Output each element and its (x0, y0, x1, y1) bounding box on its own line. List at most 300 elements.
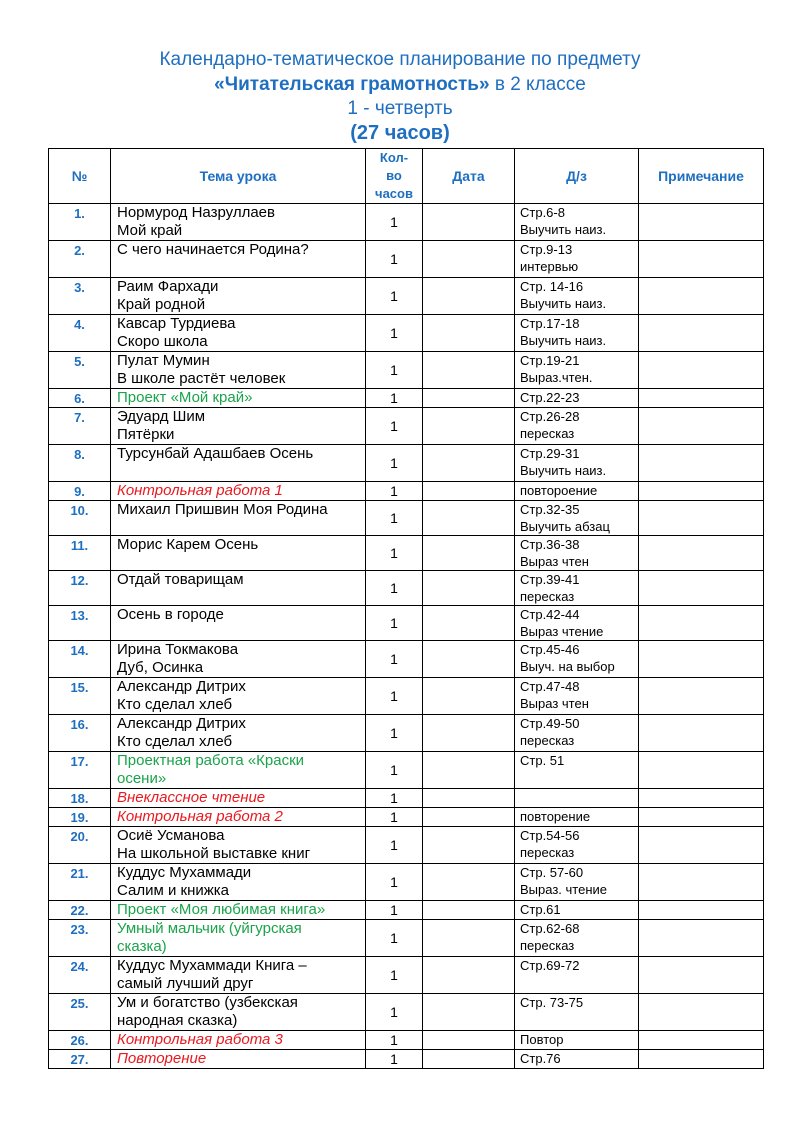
lesson-hours-text: 1 (390, 967, 398, 983)
lesson-homework (515, 536, 639, 571)
lesson-number-text: 9. (74, 484, 85, 499)
lesson-hours-text: 1 (390, 651, 398, 667)
lesson-date (423, 352, 515, 389)
table-row (49, 994, 764, 1031)
plan-table (48, 148, 764, 1069)
lesson-topic (111, 752, 366, 789)
lesson-number-text: 3. (74, 280, 85, 295)
table-row (49, 501, 764, 536)
lesson-topic (111, 1031, 366, 1050)
table-row (49, 241, 764, 278)
lesson-hours-text: 1 (390, 455, 398, 471)
lesson-topic (111, 536, 366, 571)
header-note: Примечание (639, 149, 764, 204)
lesson-number-text: 25. (70, 996, 89, 1011)
lesson-hours (366, 1031, 423, 1050)
topic-line-2: осени» (117, 770, 167, 787)
header-row (49, 149, 764, 204)
header-topic: Тема урока (111, 149, 366, 204)
lesson-date (423, 1050, 515, 1069)
lesson-date (423, 994, 515, 1031)
lesson-hours-text: 1 (390, 725, 398, 741)
lesson-homework (515, 315, 639, 352)
topic-line-1: Александр Дитрих (117, 715, 246, 732)
topic-line-1: Нормурод Назруллаев (117, 204, 275, 221)
topic-line-2: Кто сделал хлеб (117, 733, 233, 750)
lesson-number-text: 18. (70, 791, 89, 806)
lesson-note (639, 752, 764, 789)
lesson-number (49, 482, 111, 501)
lesson-hours-text: 1 (390, 790, 398, 806)
lesson-hours (366, 827, 423, 864)
lesson-homework (515, 920, 639, 957)
lesson-homework (515, 789, 639, 808)
lesson-homework (515, 482, 639, 501)
lesson-hours (366, 641, 423, 678)
lesson-topic (111, 864, 366, 901)
table-row (49, 445, 764, 482)
topic-line-2: Салим и книжка (117, 882, 229, 899)
lesson-homework (515, 606, 639, 641)
lesson-note (639, 641, 764, 678)
lesson-hours-text: 1 (390, 288, 398, 304)
lesson-number (49, 501, 111, 536)
subject-name: «Читательская грамотность» (214, 74, 490, 95)
lesson-homework (515, 389, 639, 408)
header-homework: Д/з (515, 149, 639, 204)
homework-line-1: Стр.9-13 (520, 242, 573, 257)
lesson-number-text: 22. (70, 903, 89, 918)
lesson-hours (366, 352, 423, 389)
homework-line-1: Стр.62-68 (520, 921, 580, 936)
lesson-note (639, 501, 764, 536)
lesson-topic (111, 901, 366, 920)
lesson-hours-text: 1 (390, 762, 398, 778)
homework-line-1: Стр.54-56 (520, 828, 580, 843)
lesson-topic (111, 957, 366, 994)
topic-line-2: На школьной выставке книг (117, 845, 311, 862)
homework-line-1: Стр. 57-60 (520, 865, 584, 880)
lesson-topic (111, 408, 366, 445)
lesson-homework (515, 808, 639, 827)
topic-line-1: Проектная работа «Краски (117, 752, 305, 769)
homework-line-1: Стр.19-21 (520, 353, 580, 368)
quarter-label: 1 - четверть (347, 98, 453, 119)
topic-line-1: С чего начинается Родина? (117, 241, 309, 258)
lesson-note (639, 389, 764, 408)
homework-line-1: Стр. 73-75 (520, 995, 584, 1010)
lesson-note (639, 920, 764, 957)
homework-line-1: Стр.42-44 (520, 607, 580, 622)
homework-line-1: Стр.36-38 (520, 537, 580, 552)
table-row (49, 789, 764, 808)
topic-line-2: сказка) (117, 938, 167, 955)
lesson-hours-text: 1 (390, 483, 398, 499)
lesson-number-text: 10. (70, 503, 89, 518)
lesson-number-text: 2. (74, 243, 85, 258)
topic-line-1: Осень в городе (117, 606, 224, 623)
topic-line-1: Ум и богатство (узбекская (117, 994, 298, 1011)
lesson-hours (366, 278, 423, 315)
topic-line-2: Скоро школа (117, 333, 208, 350)
lesson-homework (515, 1050, 639, 1069)
lesson-homework (515, 901, 639, 920)
lesson-homework (515, 241, 639, 278)
topic-line-1: Отдай товарищам (117, 571, 244, 588)
lesson-note (639, 482, 764, 501)
lesson-note (639, 808, 764, 827)
topic-line-1: Куддус Мухаммади (117, 864, 252, 881)
table-row (49, 678, 764, 715)
lesson-hours (366, 389, 423, 408)
lesson-date (423, 827, 515, 864)
topic-line-1: Раим Фархади (117, 278, 219, 295)
lesson-note (639, 445, 764, 482)
lesson-homework (515, 501, 639, 536)
lesson-number (49, 389, 111, 408)
lesson-number (49, 994, 111, 1031)
homework-line-2: Выраз чтен (520, 696, 589, 711)
lesson-number (49, 789, 111, 808)
lesson-topic (111, 715, 366, 752)
lesson-homework (515, 994, 639, 1031)
table-row (49, 536, 764, 571)
topic-line-1: Куддус Мухаммади Книга – (117, 957, 307, 974)
lesson-date (423, 204, 515, 241)
homework-line-2: Выраз. чтение (520, 882, 607, 897)
homework-line-2: пересказ (520, 589, 575, 604)
lesson-hours-text: 1 (390, 418, 398, 434)
lesson-date (423, 808, 515, 827)
header-date: Дата (423, 149, 515, 204)
hours-total: (27 часов) (350, 122, 450, 144)
topic-line-1: Проект «Моя любимая книга» (117, 901, 326, 918)
lesson-homework (515, 571, 639, 606)
homework-line-1: Стр.49-50 (520, 716, 580, 731)
lesson-note (639, 715, 764, 752)
lesson-topic (111, 827, 366, 864)
homework-line-2: пересказ (520, 426, 575, 441)
lesson-topic (111, 571, 366, 606)
lesson-note (639, 204, 764, 241)
lesson-number-text: 8. (74, 447, 85, 462)
table-row (49, 389, 764, 408)
topic-line-1: Морис Карем Осень (117, 536, 259, 553)
lesson-hours-text: 1 (390, 874, 398, 890)
lesson-hours (366, 678, 423, 715)
lesson-note (639, 957, 764, 994)
table-row (49, 752, 764, 789)
lesson-hours (366, 536, 423, 571)
homework-line-1: повторение (520, 809, 591, 824)
lesson-date (423, 606, 515, 641)
lesson-topic (111, 606, 366, 641)
lesson-number-text: 23. (70, 922, 89, 937)
lesson-note (639, 901, 764, 920)
lesson-hours (366, 204, 423, 241)
lesson-note (639, 241, 764, 278)
lesson-note (639, 606, 764, 641)
topic-line-2: Мой край (117, 222, 183, 239)
table-row (49, 901, 764, 920)
lesson-topic (111, 641, 366, 678)
lesson-number (49, 408, 111, 445)
lesson-hours (366, 864, 423, 901)
lesson-hours-text: 1 (390, 902, 398, 918)
homework-line-1: Стр.29-31 (520, 446, 580, 461)
lesson-date (423, 315, 515, 352)
lesson-date (423, 678, 515, 715)
lesson-note (639, 536, 764, 571)
lesson-number-text: 13. (70, 608, 89, 623)
lesson-hours-text: 1 (390, 545, 398, 561)
lesson-date (423, 864, 515, 901)
lesson-number (49, 752, 111, 789)
lesson-number (49, 204, 111, 241)
lesson-note (639, 571, 764, 606)
lesson-topic (111, 501, 366, 536)
topic-line-1: Внеклассное чтение (117, 789, 266, 806)
topic-line-1: Умный мальчик (уйгурская (117, 920, 302, 937)
lesson-homework (515, 678, 639, 715)
header-hours-l1: Кол- (379, 150, 409, 165)
homework-line-2: Выуч. на выбор (520, 659, 615, 674)
lesson-date (423, 789, 515, 808)
topic-line-1: Контрольная работа 3 (117, 1031, 283, 1048)
lesson-topic (111, 808, 366, 827)
lesson-number (49, 715, 111, 752)
lesson-hours (366, 1050, 423, 1069)
lesson-date (423, 482, 515, 501)
homework-line-2: пересказ (520, 845, 575, 860)
table-row (49, 606, 764, 641)
lesson-hours-text: 1 (390, 837, 398, 853)
topic-line-2: В школе растёт человек (117, 370, 286, 387)
lesson-hours-text: 1 (390, 1051, 398, 1067)
title-line-2 (0, 74, 800, 96)
table-row (49, 957, 764, 994)
lesson-hours (366, 808, 423, 827)
lesson-homework (515, 641, 639, 678)
lesson-homework (515, 352, 639, 389)
topic-line-1: Повторение (117, 1050, 207, 1067)
table-row (49, 1031, 764, 1050)
topic-line-1: Турсунбай Адашбаев Осень (117, 445, 314, 462)
lesson-homework (515, 715, 639, 752)
header-hours-l2: во (386, 168, 402, 183)
lesson-topic (111, 920, 366, 957)
lesson-date (423, 408, 515, 445)
lesson-number (49, 278, 111, 315)
header-num: № (49, 149, 111, 204)
homework-line-2: Выраз.чтен. (520, 370, 593, 385)
lesson-number-text: 27. (70, 1052, 89, 1067)
lesson-topic (111, 315, 366, 352)
topic-line-1: Ирина Токмакова (117, 641, 239, 658)
table-row (49, 204, 764, 241)
lesson-hours-text: 1 (390, 510, 398, 526)
lesson-date (423, 957, 515, 994)
table-row (49, 482, 764, 501)
topic-line-2: Дуб, Осинка (117, 659, 204, 676)
lesson-number-text: 1. (74, 206, 85, 221)
homework-line-1: Стр.69-72 (520, 958, 580, 973)
topic-line-2: народная сказка) (117, 1012, 238, 1029)
lesson-number (49, 606, 111, 641)
lesson-hours (366, 501, 423, 536)
lesson-number (49, 315, 111, 352)
lesson-number-text: 6. (74, 391, 85, 406)
lesson-number-text: 14. (70, 643, 89, 658)
table-row (49, 808, 764, 827)
table-row (49, 1050, 764, 1069)
lesson-hours-text: 1 (390, 930, 398, 946)
table-row (49, 278, 764, 315)
lesson-number (49, 827, 111, 864)
topic-line-1: Осиё Усманова (117, 827, 225, 844)
topic-line-2: самый лучший друг (117, 975, 254, 992)
table-row (49, 352, 764, 389)
topic-line-1: Эдуард Шим (117, 408, 206, 425)
lesson-hours (366, 994, 423, 1031)
homework-line-1: Стр.45-46 (520, 642, 580, 657)
lesson-hours (366, 482, 423, 501)
lesson-homework (515, 752, 639, 789)
lesson-date (423, 241, 515, 278)
lesson-note (639, 864, 764, 901)
lesson-topic (111, 994, 366, 1031)
header-hours-l3: часов (375, 186, 413, 201)
lesson-hours-text: 1 (390, 809, 398, 825)
lesson-homework (515, 278, 639, 315)
table-row (49, 920, 764, 957)
lesson-date (423, 571, 515, 606)
homework-line-2: Выучить наиз. (520, 463, 607, 478)
lesson-hours-text: 1 (390, 362, 398, 378)
lesson-homework (515, 1031, 639, 1050)
table-row (49, 571, 764, 606)
homework-line-1: повтороение (520, 483, 598, 498)
lesson-homework (515, 864, 639, 901)
lesson-homework (515, 957, 639, 994)
lesson-number-text: 17. (70, 754, 89, 769)
lesson-hours-text: 1 (390, 1004, 398, 1020)
lesson-hours-text: 1 (390, 1032, 398, 1048)
lesson-number (49, 1031, 111, 1050)
lesson-number (49, 352, 111, 389)
lesson-number-text: 26. (70, 1033, 89, 1048)
header-hours (366, 149, 423, 204)
lesson-number-text: 16. (70, 717, 89, 732)
topic-line-1: Пулат Мумин (117, 352, 210, 369)
lesson-hours (366, 789, 423, 808)
lesson-number (49, 864, 111, 901)
topic-line-1: Михаил Пришвин Моя Родина (117, 501, 328, 518)
homework-line-1: Стр. 14-16 (520, 279, 584, 294)
lesson-topic (111, 204, 366, 241)
homework-line-2: Выраз чтен (520, 554, 589, 569)
table-row (49, 315, 764, 352)
lesson-number (49, 536, 111, 571)
lesson-hours (366, 445, 423, 482)
lesson-topic (111, 482, 366, 501)
lesson-number-text: 7. (74, 410, 85, 425)
lesson-hours (366, 408, 423, 445)
lesson-date (423, 536, 515, 571)
homework-line-2: пересказ (520, 938, 575, 953)
homework-line-2: Выучить наиз. (520, 222, 607, 237)
lesson-number (49, 445, 111, 482)
topic-line-2: Край родной (117, 296, 206, 313)
homework-line-2: Выучить наиз. (520, 333, 607, 348)
lesson-hours (366, 901, 423, 920)
table-row (49, 864, 764, 901)
homework-line-1: Стр.26-28 (520, 409, 580, 424)
topic-line-1: Проект «Мой край» (117, 389, 253, 406)
lesson-homework (515, 445, 639, 482)
lesson-topic (111, 1050, 366, 1069)
homework-line-1: Стр.47-48 (520, 679, 580, 694)
table-row (49, 408, 764, 445)
lesson-homework (515, 827, 639, 864)
lesson-homework (515, 204, 639, 241)
lesson-number-text: 15. (70, 680, 89, 695)
topic-line-2: Кто сделал хлеб (117, 696, 233, 713)
lesson-date (423, 901, 515, 920)
lesson-hours-text: 1 (390, 615, 398, 631)
lesson-date (423, 278, 515, 315)
homework-line-2: Выраз чтение (520, 624, 604, 639)
lesson-number (49, 678, 111, 715)
table-row (49, 715, 764, 752)
lesson-number-text: 21. (70, 866, 89, 881)
lesson-number (49, 571, 111, 606)
lesson-number (49, 957, 111, 994)
lesson-hours (366, 752, 423, 789)
lesson-note (639, 1031, 764, 1050)
title-line-1: Календарно-тематическое планирование по предмету (159, 49, 641, 70)
lesson-hours (366, 715, 423, 752)
lesson-hours-text: 1 (390, 580, 398, 596)
lesson-number (49, 641, 111, 678)
lesson-hours (366, 241, 423, 278)
homework-line-1: Стр.32-35 (520, 502, 580, 517)
lesson-note (639, 994, 764, 1031)
topic-line-1: Контрольная работа 1 (117, 482, 283, 499)
lesson-number (49, 901, 111, 920)
lesson-date (423, 389, 515, 408)
homework-line-1: Стр.22-23 (520, 390, 580, 405)
lesson-number-text: 4. (74, 317, 85, 332)
homework-line-1: Повтор (520, 1032, 564, 1047)
homework-line-2: пересказ (520, 733, 575, 748)
lesson-note (639, 827, 764, 864)
homework-line-1: Стр.17-18 (520, 316, 580, 331)
lesson-topic (111, 445, 366, 482)
lesson-note (639, 278, 764, 315)
lesson-date (423, 920, 515, 957)
homework-line-1: Стр.6-8 (520, 205, 565, 220)
lesson-date (423, 445, 515, 482)
topic-line-1: Александр Дитрих (117, 678, 246, 695)
lesson-number-text: 20. (70, 829, 89, 844)
lesson-hours (366, 957, 423, 994)
lesson-note (639, 315, 764, 352)
lesson-date (423, 1031, 515, 1050)
lesson-topic (111, 352, 366, 389)
lesson-hours (366, 920, 423, 957)
lesson-hours-text: 1 (390, 390, 398, 406)
